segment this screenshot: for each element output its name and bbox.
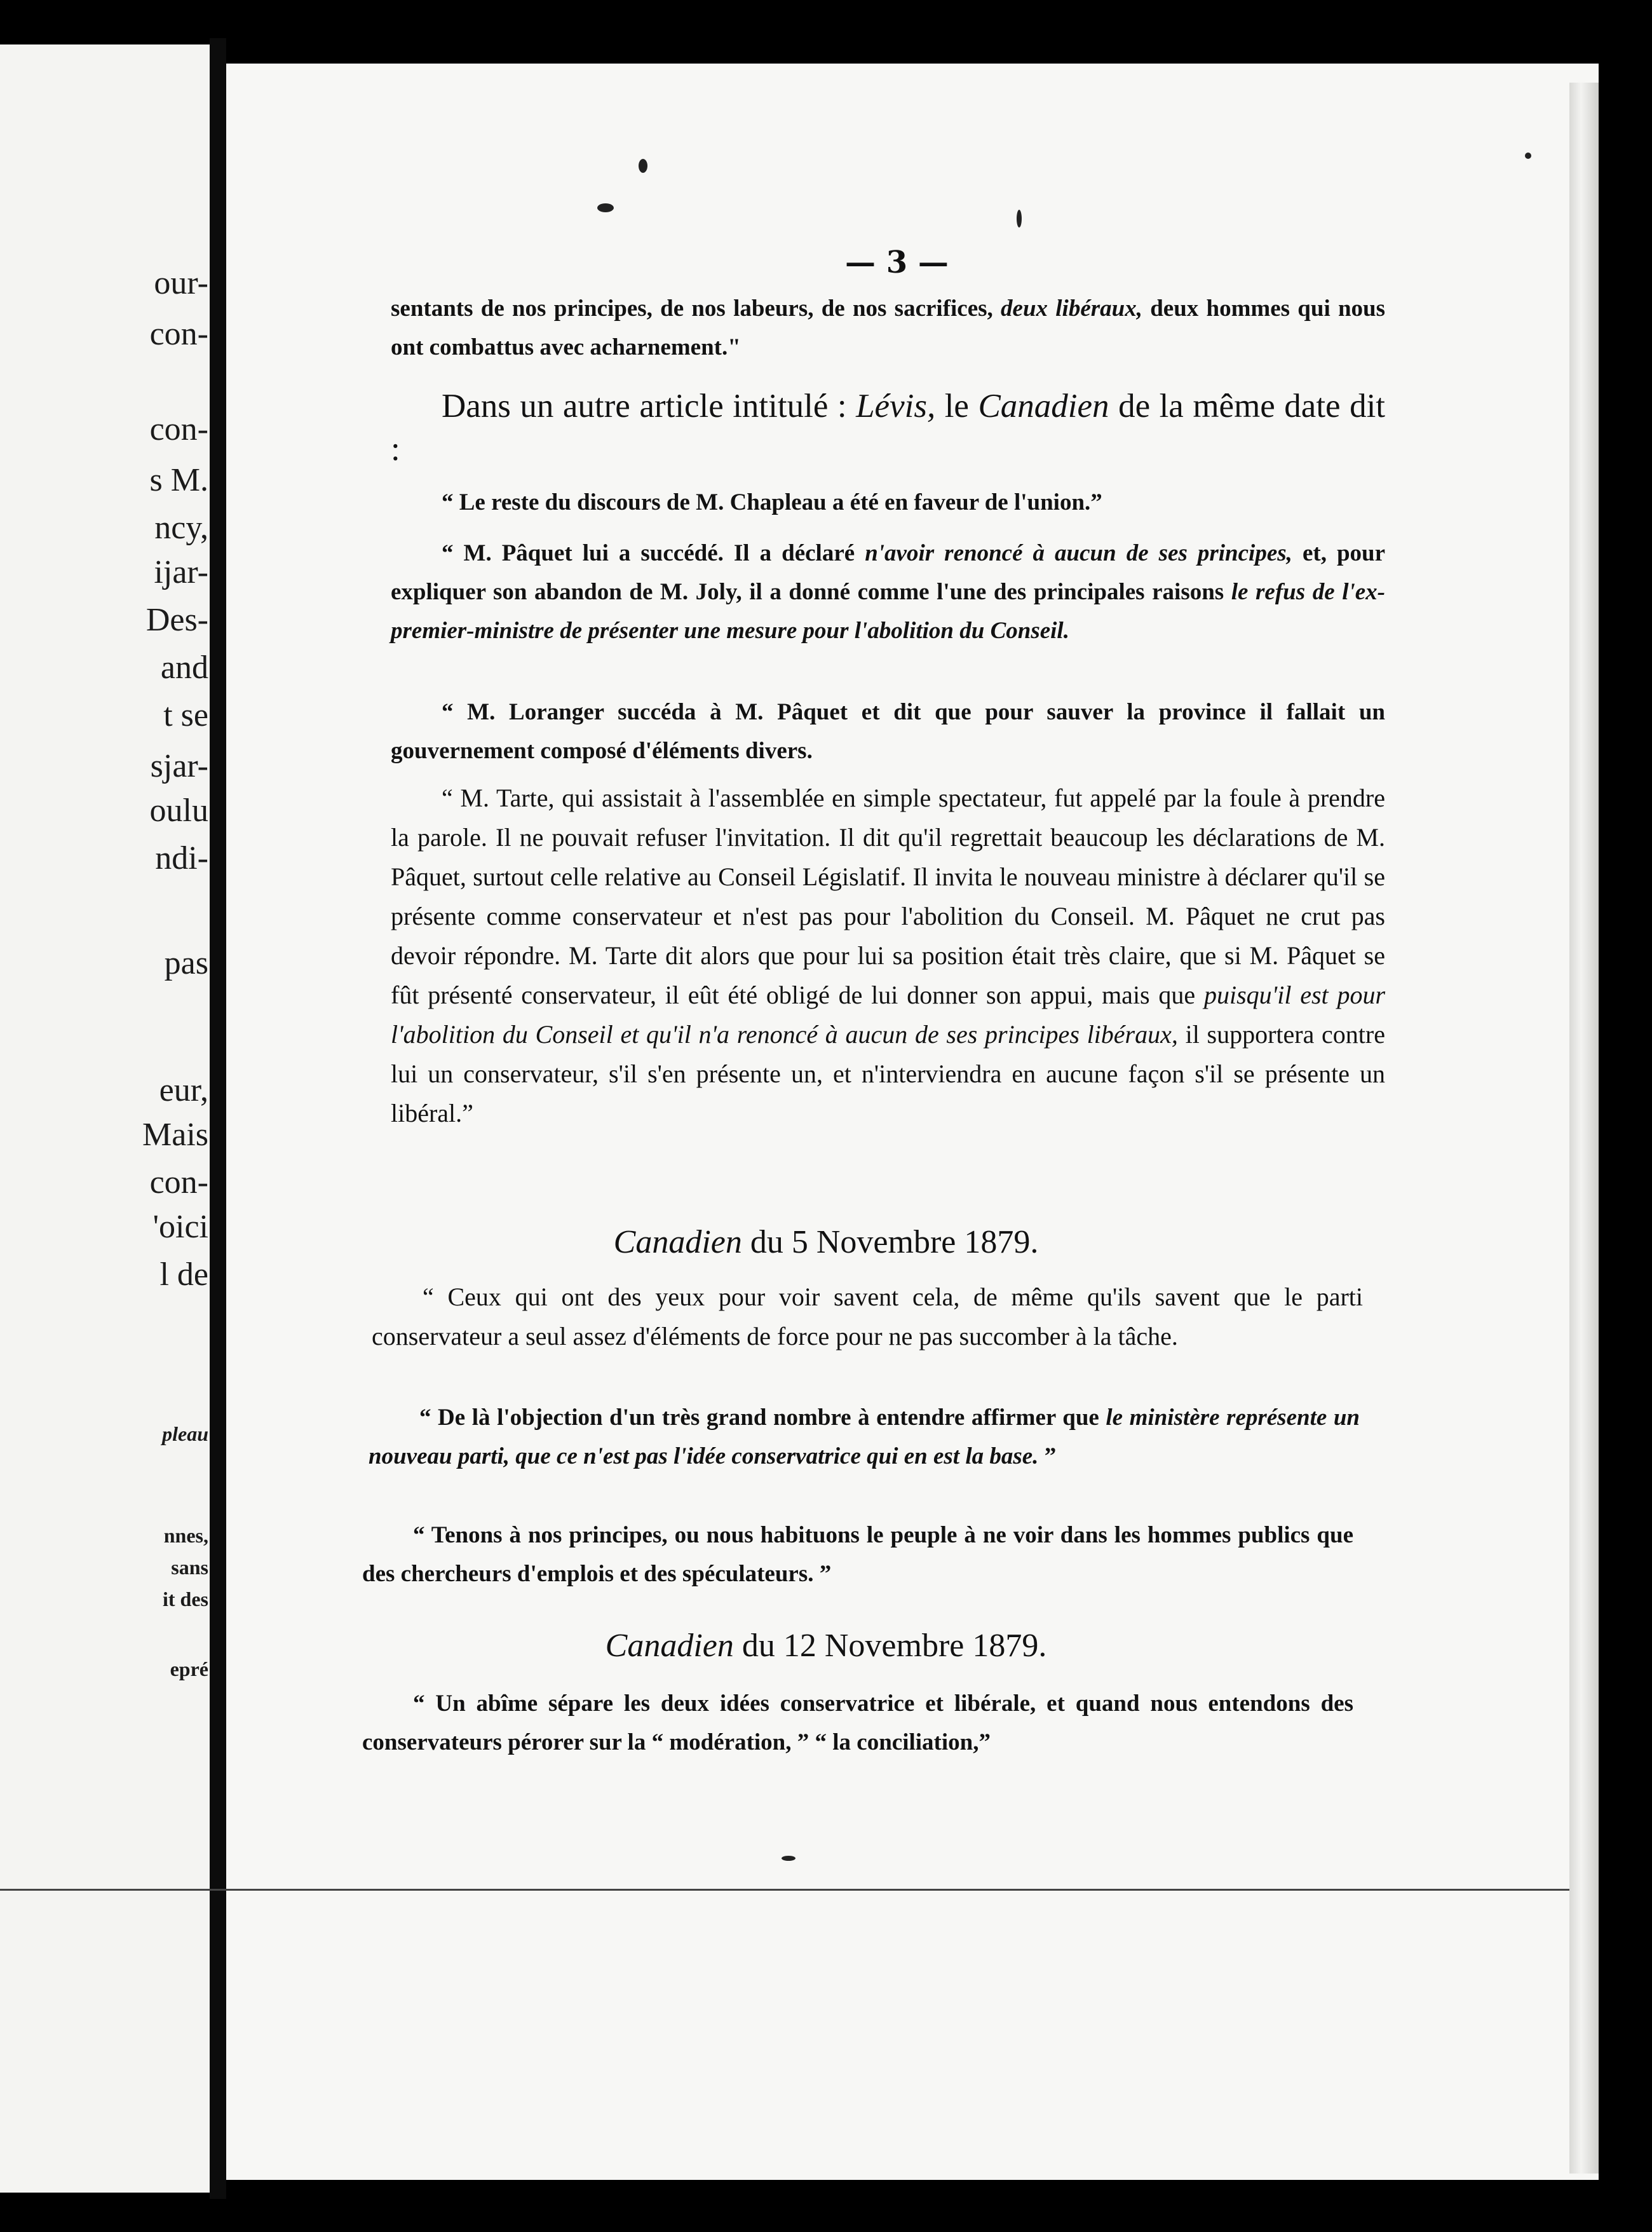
left-page-fragment: sans — [171, 1556, 208, 1579]
quote-chapleau: “ Le reste du discours de M. Chapleau a été en faveur de l'union.” — [442, 489, 1102, 515]
left-page-fragment: eur, — [159, 1072, 208, 1108]
page-number: — 3 — — [845, 245, 949, 280]
left-page-fragment: Des- — [146, 602, 208, 638]
left-page-fragment: s M. — [149, 462, 208, 498]
left-page-fragment: ncy, — [154, 510, 208, 546]
left-page-fragment: Mais — [142, 1117, 208, 1153]
left-page-fragment: 'oici — [152, 1209, 208, 1245]
quote-objection: “ De là l'objection d'un très grand nombre à entendre affirmer que le ministère représente un nouveau parti, que ce n'est pas l'idée conservatrice qui en est la base. ” — [369, 1405, 1360, 1469]
heading-canadien-12-novembre: Canadien du 12 Novembre 1879. — [605, 1628, 1047, 1664]
book-gutter — [210, 38, 226, 2199]
left-page-fragment: con- — [149, 411, 208, 447]
quote-paquet: “ M. Pâquet lui a succédé. Il a déclaré n'avoir renoncé à aucun de ses principes, et, pour expliquer son abandon de M. Joly, il a donné comme l'une des principales raisons le refus de l'ex-premier-ministre de présenter une mesure pour l'abolition du Conseil. — [391, 540, 1386, 644]
ink-speck — [639, 159, 647, 173]
left-page-fragment: pas — [164, 945, 208, 981]
quote-ceux-qui: “ Ceux qui ont des yeux pour voir savent cela, de même qu'ils savent que le parti conservateur a seul assez d'éléments de force pour ne pas succomber à la tâche. — [372, 1283, 1363, 1351]
ink-speck — [1017, 210, 1022, 228]
quote-abime: “ Un abîme sépare les deux idées conservatrice et libérale, et quand nous entendons des conservateurs pérorer sur la “ modération, ” “ la conciliation,” — [362, 1691, 1353, 1755]
left-page-fragment: con- — [149, 1164, 208, 1201]
ink-speck — [597, 203, 614, 212]
left-page-fragment: con- — [149, 316, 208, 352]
left-page-fragment: our- — [154, 265, 208, 301]
left-page-fragment: sjar- — [150, 748, 208, 784]
ink-speck — [782, 1856, 796, 1861]
left-page-fragment: nnes, — [163, 1524, 208, 1547]
left-page-fragment: pleau — [162, 1422, 208, 1445]
left-page-fragment: l de — [159, 1256, 208, 1293]
left-page-fragment: and — [160, 650, 208, 686]
left-page-fragment: it des — [163, 1588, 208, 1610]
left-page-fragment: oulu — [149, 793, 208, 829]
page-edge — [1569, 83, 1599, 2174]
left-page — [0, 44, 216, 2193]
quote-loranger: “ M. Loranger succéda à M. Pâquet et dit que pour sauver la province il fallait un gouvernement composé d'éléments divers. — [391, 699, 1385, 764]
left-page-fragment: ijar- — [154, 554, 208, 590]
heading-canadien-5-novembre: Canadien du 5 Novembre 1879. — [613, 1224, 1039, 1260]
left-page-fragment: epré — [170, 1657, 208, 1680]
left-page-fragment: t se — [163, 697, 208, 733]
left-page-fragment: ndi- — [155, 840, 208, 876]
page-bottom-rule — [0, 1889, 1569, 1891]
quote-tarte: “ M. Tarte, qui assistait à l'assemblée en simple spectateur, fut appelé par la foule à prendre la parole. Il ne pouvait refuser l'invitation. Il dit qu'il regrettait beaucoup les déclarations de M. Pâquet, surtout celle relative au Conseil Législatif. Il invita le nouveau ministre à déclarer qu'il se présente comme conservateur et n'est pas pour l'abolition du Conseil. M. Pâquet ne crut pas devoir répondre. M. Tarte dit alors que pour lui sa position était très claire, que si M. Pâquet se fût présenté conservateur, il eût été obligé de lui donner son appui, mais que puisqu'il est pour l'abolition du Conseil et qu'il n'a renoncé à aucun de ses principes libéraux, il supportera contre lui un conservateur, s'il s'en présente un, et n'interviendra en aucune façon s'il se présente un libéral.” — [391, 784, 1386, 1127]
quote-tenons: “ Tenons à nos principes, ou nous habituons le peuple à ne voir dans les hommes publics que des chercheurs d'emplois et des spéculateurs. ” — [362, 1522, 1353, 1587]
ink-speck — [1525, 153, 1531, 159]
paragraph-continuation: sentants de nos principes, de nos labeurs, de nos sacrifices, deux libéraux, deux hommes qui nous ont combattus avec acharnement." — [391, 296, 1386, 360]
paragraph-article-intro: Dans un autre article intitulé : Lévis, le Canadien de la même date dit : — [391, 388, 1386, 468]
